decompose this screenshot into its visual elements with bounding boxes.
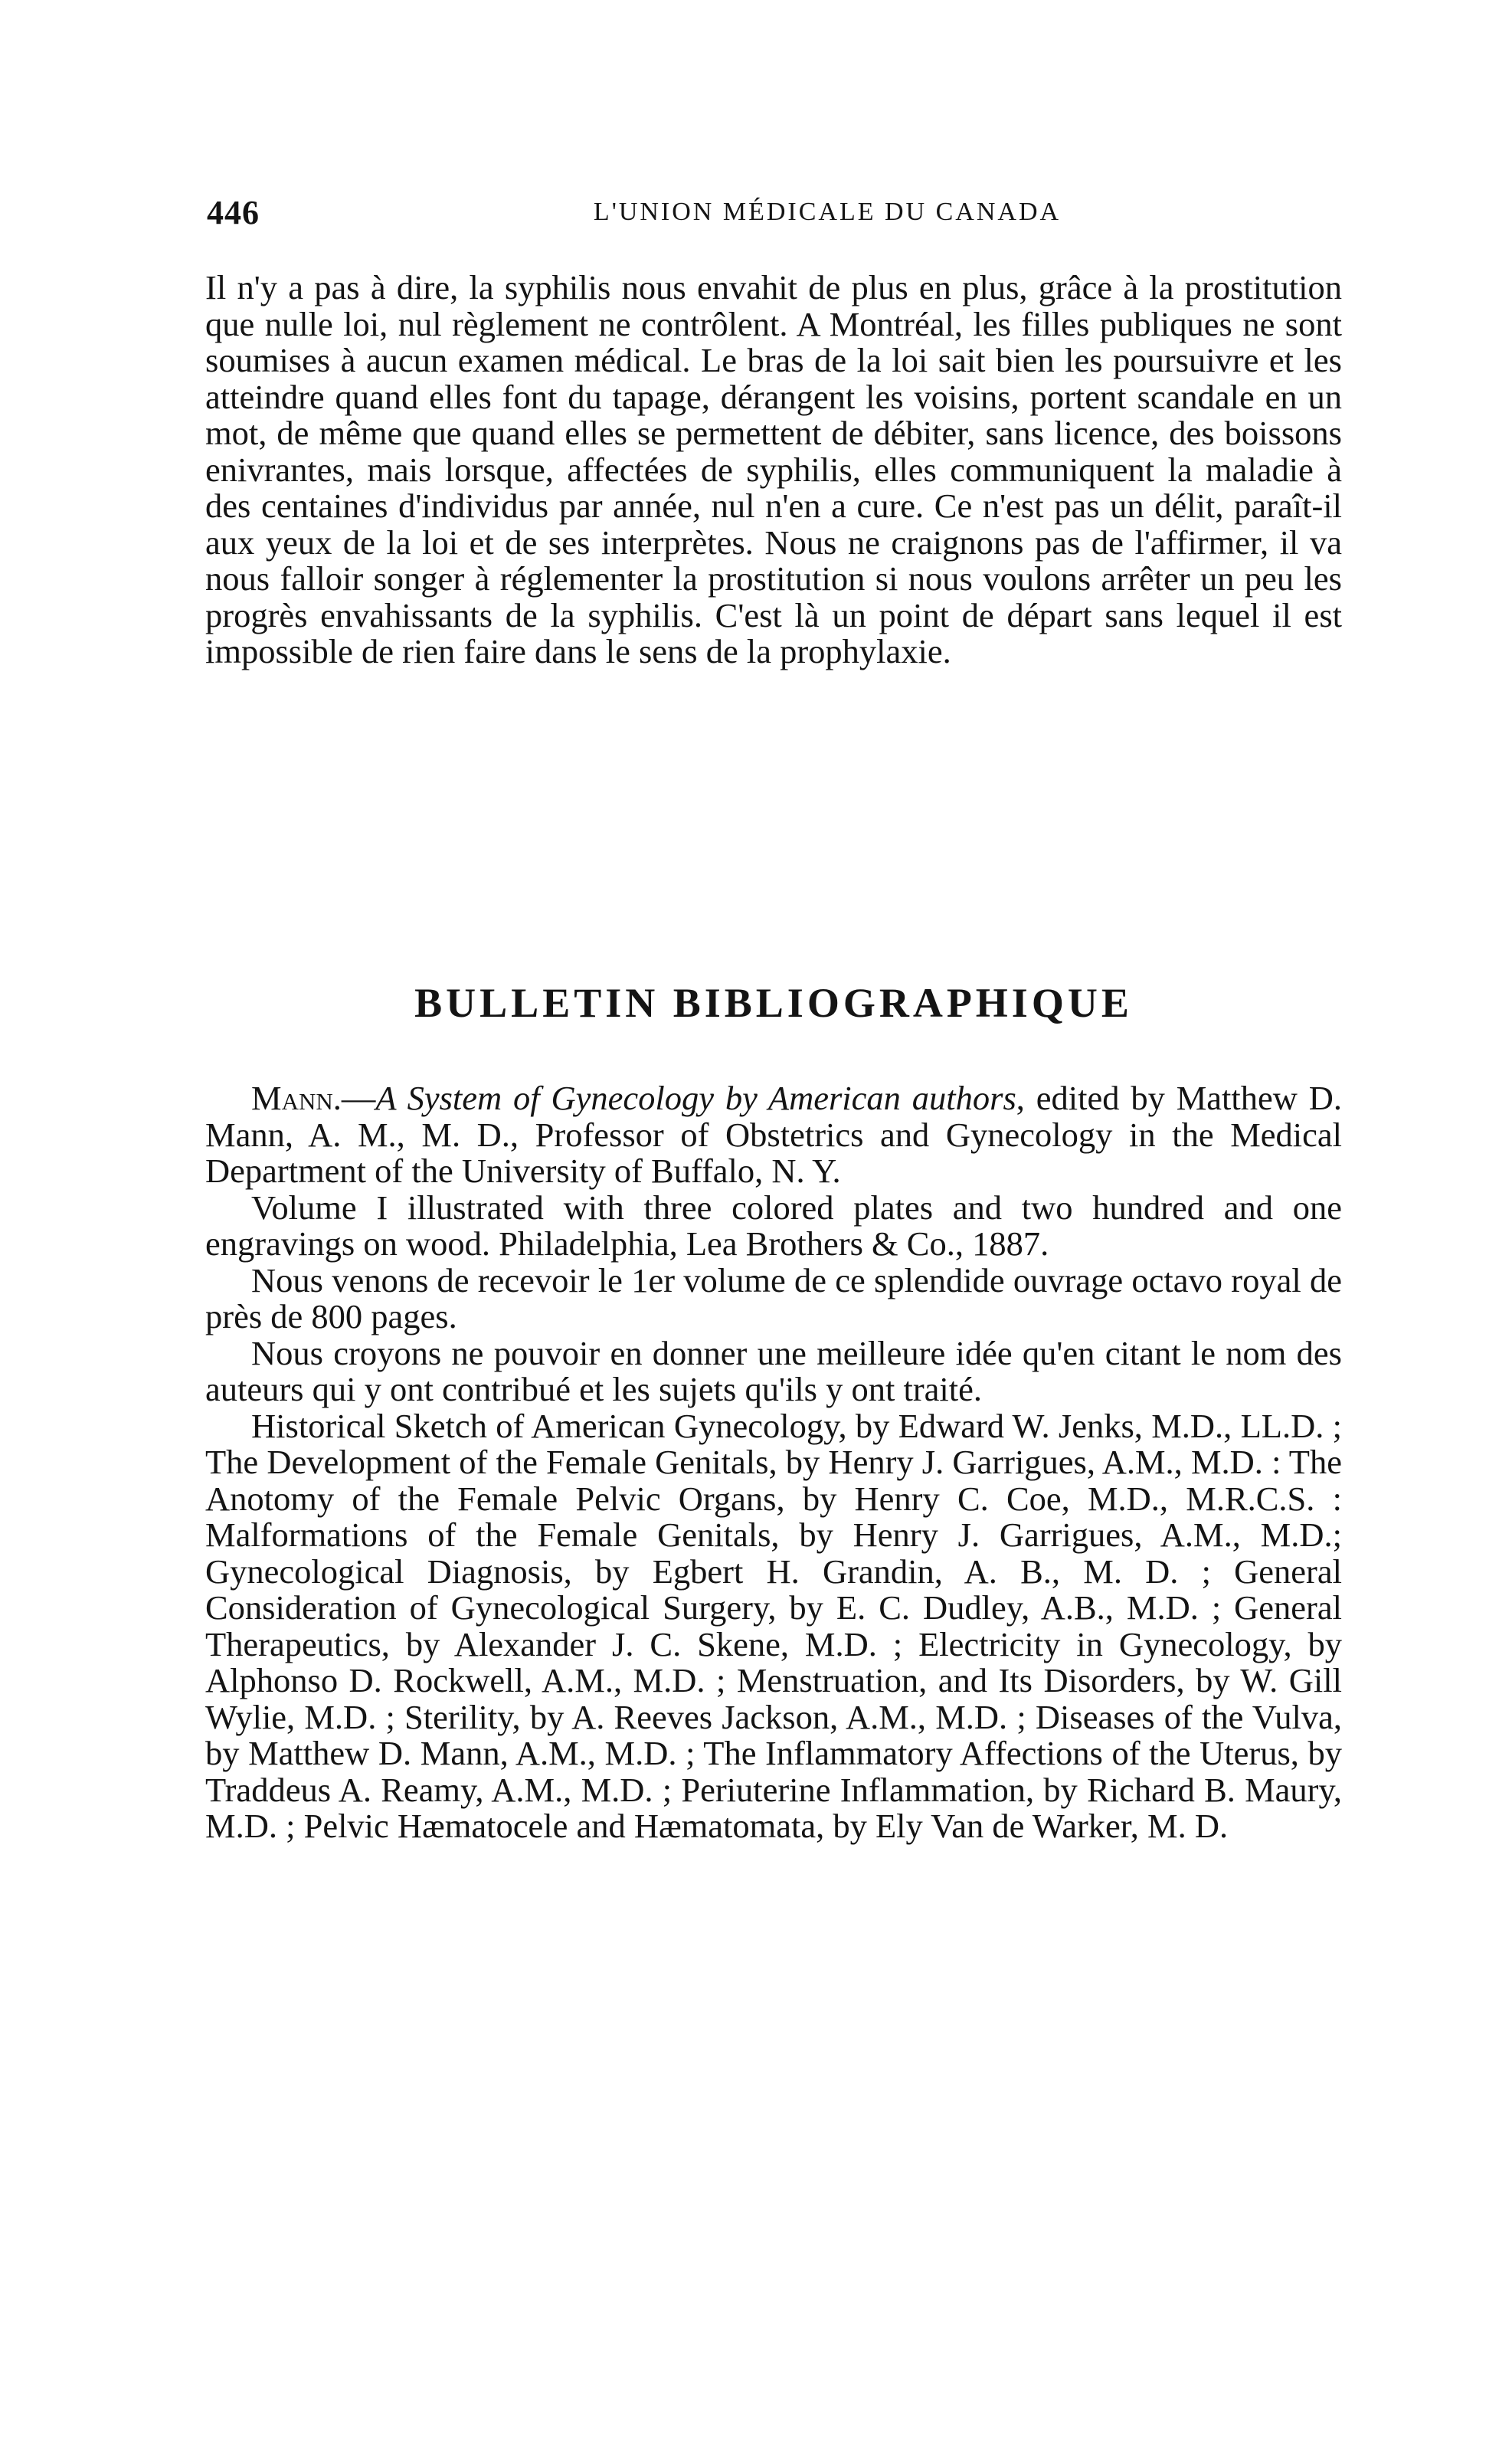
- bib-book-title: A System of Gynecology by American authors: [375, 1079, 1016, 1117]
- bib-dash: —: [341, 1079, 376, 1117]
- bib-reference-rest: , edited by Matthew D. Mann, A. M., M. D., Professor of Obstetrics and Gynecology in the Medical Department of the University of Buffalo, N. Y.: [205, 1079, 1342, 1190]
- running-head: L'UNION MÉDICALE DU CANADA: [593, 198, 1062, 226]
- bib-author: Mann.: [251, 1079, 342, 1117]
- bib-reference: [205, 1080, 1342, 1190]
- section-title: BULLETIN BIBLIOGRAPHIQUE: [414, 980, 1133, 1026]
- bib-believe-paragraph: Nous croyons ne pouvoir en donner une meilleure idée qu'en citant le nom des auteurs qui y ont contribué et les sujets qu'ils y ont traité.: [205, 1333, 1342, 1408]
- bib-receive-paragraph: Nous venons de recevoir le 1er volume de ce splendide ouvrage octavo royal de près de 800 pages.: [205, 1260, 1342, 1335]
- page-header: [207, 193, 1340, 236]
- bib-contents-paragraph: Historical Sketch of American Gynecology, by Edward W. Jenks, M.D., LL.D. ; The Development of the Female Genitals, by Henry J. Garrigues, A.M., M.D. : The Anotomy of the Female Pelvic Organs, by Henry C. Coe, M.D., M.R.C.S. : Malformations of the Female Genitals, by Henry J. Garrigues, A.M., M.D.; Gynecological Diagnosis, by Egbert H. Grandin, A. B., M. D. ; General Consideration of Gynecological Surgery, by E. C. Dudley, A.B., M.D. ; General Therapeutics, by Alexander J. C. Skene, M.D. ; Electricity in Gynecology, by Alphonso D. Rockwell, A.M., M.D. ; Menstruation, and Its Disorders, by W. Gill Wylie, M.D. ; Sterility, by A. Reeves Jackson, A.M., M.D. ; Diseases of the Vulva, by Matthew D. Mann, A.M., M.D. ; The Inflammatory Affections of the Uterus, by Traddeus A. Reamy, A.M., M.D. ; Periuterine Inflammation, by Richard B. Maury, M.D. ; Pelvic Hæmatocele and Hæmatomata, by Ely Van de Warker, M. D.: [205, 1406, 1342, 1845]
- intro-paragraph: Il n'y a pas à dire, la syphilis nous envahit de plus en plus, grâce à la prostitution que nulle loi, nul règlement ne contrôlent. A Montréal, les filles publiques ne sont soumises à aucun examen médical. Le bras de la loi sait bien les poursuivre et les atteindre quand elles font du tapage, dérangent les voisins, portent scandale en un mot, de même que quand elles se permettent de débiter, sans licence, des boissons enivrantes, mais lorsque, affectées de syphilis, elles communiquent la maladie à des centaines d'individus par année, nul n'en a cure. Ce n'est pas un délit, paraît-il aux yeux de la loi et de ses interprètes. Nous ne craignons pas de l'affirmer, il va nous falloir songer à réglementer la prostitution si nous voulons arrêter un peu les progrès envahissants de la syphilis. C'est là un point de départ sans lequel il est impossible de rien faire dans le sens de la prophylaxie.: [205, 268, 1342, 670]
- bibliography-entry: [205, 1080, 1342, 1845]
- page-number: 446: [207, 194, 260, 231]
- bib-volume: Volume I illustrated with three colored plates and two hundred and one engravings on wood. Philadelphia, Lea Brothers & Co., 1887.: [205, 1188, 1342, 1263]
